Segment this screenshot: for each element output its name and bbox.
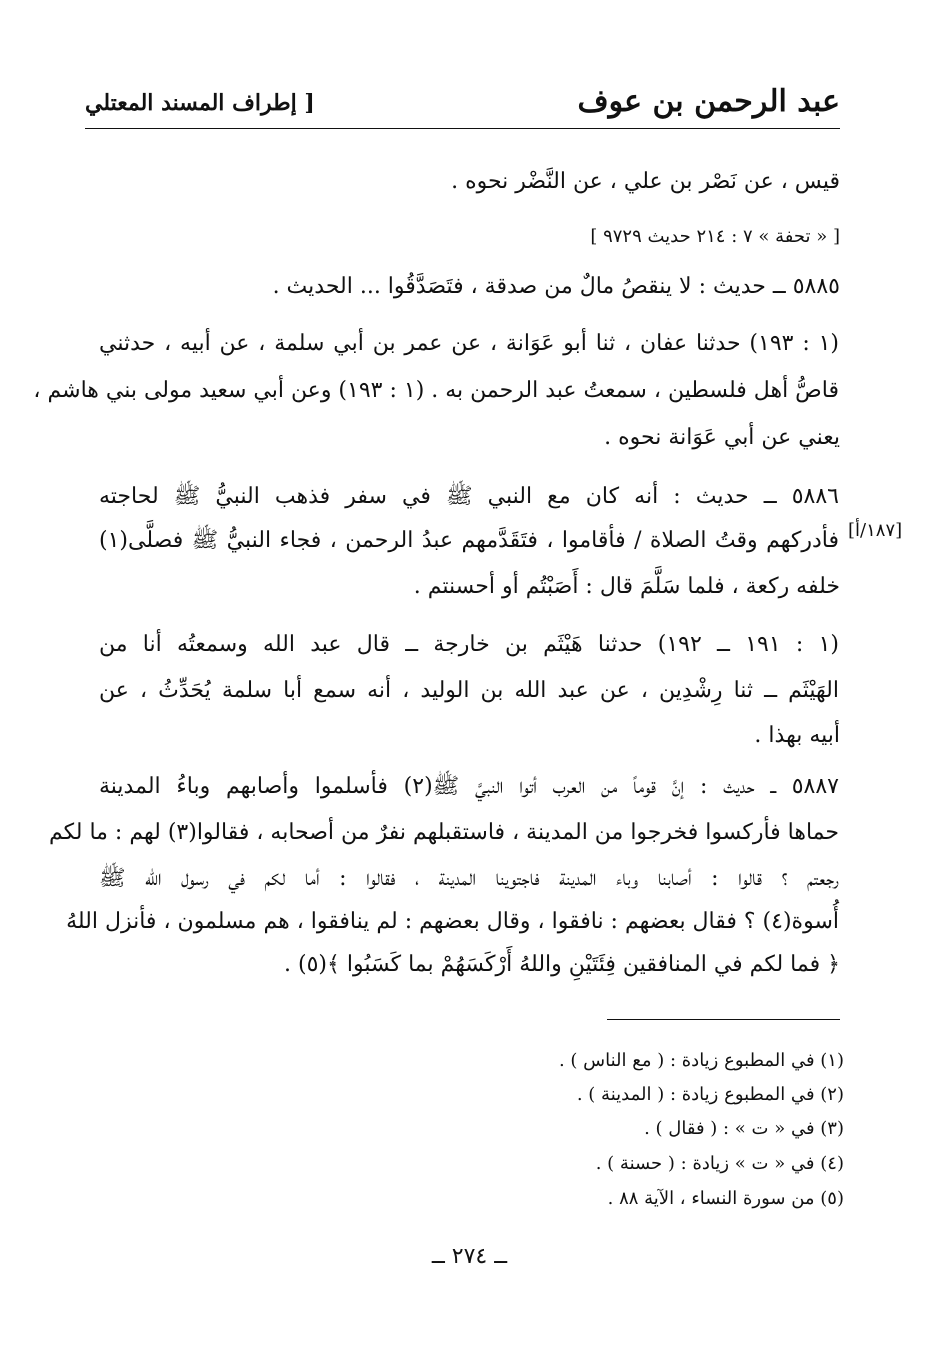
text-line: حماها فأركسوا فخرجوا من المدينة ، فاستقبلهم نفرٌ من أصحابه ، فقالوا(٣) لهم : ما لكم bbox=[48, 820, 839, 845]
text-line: يعني عن أبي عَوَانة نحوه . bbox=[604, 425, 840, 450]
text-line: (١ : ١٩١ ــ ١٩٢) حدثنا هَيْثَم بن خارجة ــ قال عبد الله وسمعتُه أنا من bbox=[99, 632, 839, 657]
text-line: أُسوة(٤) ؟ فقال بعضهم : نافقوا ، وقال بعضهم : لم ينافقوا ، هم مسلمون ، فأنزل اللهُ bbox=[66, 909, 839, 934]
page-number: ــ ٢٧٤ ــ bbox=[431, 1244, 508, 1269]
footnote: (٤) في « ت » زيادة : ( حسنة ) . bbox=[595, 1153, 844, 1174]
hadith-heading: ٥٨٨٥ ــ حديث : لا ينقصُ مالٌ من صدقة ، فتَصَدَّقُوا ... الحديث . bbox=[272, 274, 840, 299]
hadith-heading: ٥٨٨٦ ــ حديث : أنه كان مع النبي ﷺ في سفر فذهب النبيُّ ﷺ لحاجته bbox=[99, 484, 839, 509]
citation-line: [ « تحفة » ٧ : ٢١٤ حديث ٩٧٢٩ ] bbox=[590, 226, 840, 247]
text-line: (١ : ١٩٣) حدثنا عفان ، ثنا أبو عَوَانة ، عن عمر بن أبي سلمة ، عن أبيه ، حدثني bbox=[99, 331, 839, 356]
footnote: (٢) في المطبوع زيادة : ( المدينة ) . bbox=[576, 1084, 844, 1105]
footnote: (١) في المطبوع زيادة : ( مع الناس ) . bbox=[558, 1050, 844, 1071]
text-line: قاصُّ أهل فلسطين ، سمعتُ عبد الرحمن به . (١ : ١٩٣) وعن أبي سعيد مولى بني هاشم ، bbox=[33, 378, 839, 403]
text-line: قيس ، عن نَصْر بن علي ، عن النَّضْر نحوه . bbox=[451, 169, 840, 194]
hadith-heading: ٥٨٨٧ ــ حديث : إنَّ قوماً من العرب أتوا النبيَّ ﷺ(٢) فأسلموا وأصابهم وباءُ المدينة bbox=[99, 774, 839, 799]
text-line: خلفه ركعة ، فلما سَلَّمَ قال : أَصَبْتُم أو أحسنتم . bbox=[413, 574, 840, 599]
text-line: رجعتم ؟ قالوا : أصابنا وباء المدينة فاجتوينا المدينة ، فقالوا : أما لكم في رسول الله ﷺ bbox=[99, 866, 839, 891]
text-line: أبيه بهذا . bbox=[754, 723, 840, 748]
header-right-title: عبد الرحمن بن عوف bbox=[577, 84, 840, 119]
header-left-title: [ إطراف المسند المعتلي bbox=[85, 90, 315, 116]
footnote: (٥) من سورة النساء ، الآية ٨٨ . bbox=[607, 1188, 844, 1209]
text-line: فأدركهم وقتُ الصلاة / فأقاموا ، فتَقَدَّمهم عبدُ الرحمن ، فجاء النبيُّ ﷺ فصلَّى(١) bbox=[99, 528, 839, 553]
quran-verse-line: ﴿ فما لكم في المنافقين فِئَتَيْنِ واللهُ أَرْكَسَهُمْ بما كَسَبُوا ﴾(٥) . bbox=[284, 952, 840, 977]
footnote-separator bbox=[607, 1019, 840, 1020]
running-header bbox=[85, 78, 840, 129]
margin-folio-note: [١٨٧/أ] bbox=[848, 520, 903, 541]
text-line: الهَيْثَم ــ ثنا رِشْدِين ، عن عبد الله بن الوليد ، أنه سمع أبا سلمة يُحَدِّثُ ، عن bbox=[99, 678, 839, 703]
footnote: (٣) في « ت » : ( فقال ) . bbox=[644, 1118, 844, 1139]
